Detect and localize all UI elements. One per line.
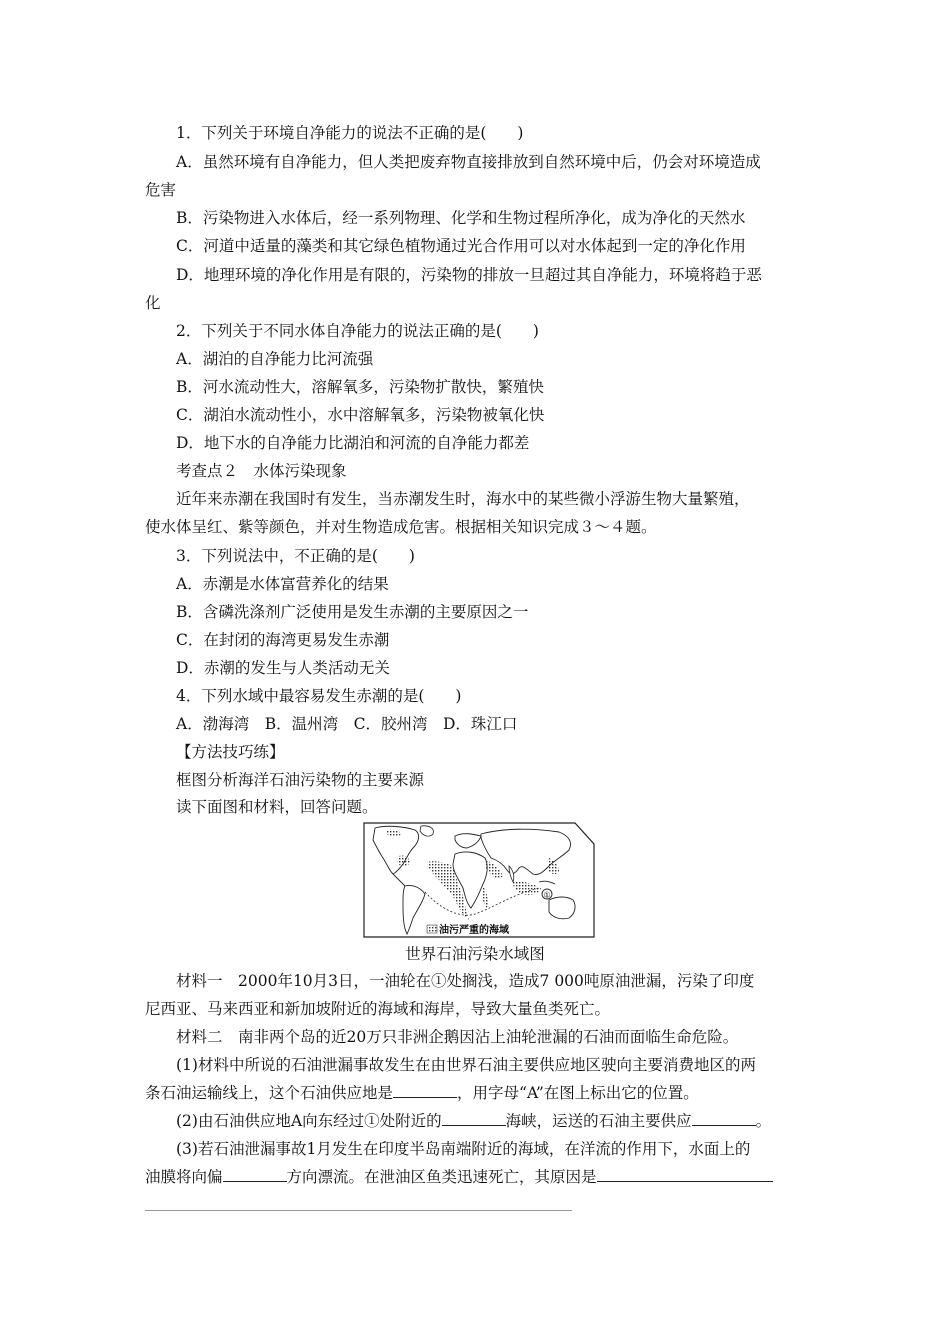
q4-stem: 4．下列水域中最容易发生赤潮的是( ) [176, 687, 462, 705]
q3-option-d: D．赤潮的发生与人类活动无关 [176, 659, 390, 677]
sub1-text-b: ，用字母“A”在图上标出它的位置。 [457, 1084, 699, 1102]
q3-option-c: C．在封闭的海湾更易发生赤潮 [176, 631, 390, 649]
answer-line-continuation[interactable] [145, 1210, 572, 1211]
q3-option-b: B．含磷洗涤剂广泛使用是发生赤潮的主要原因之一 [176, 603, 529, 621]
sub1-text-a: 条石油运输线上，这个石油供应地是 [145, 1084, 394, 1102]
material2: 材料二 南非两个岛的近20万只非洲企鹅因沾上油轮泄漏的石油而面临生命危险。 [176, 1028, 739, 1046]
sub3-text-a: 油膜将向偏 [145, 1168, 223, 1186]
q2-option-d: D．地下水的自净能力比湖泊和河流的自净能力都差 [176, 434, 530, 452]
intro-line-1: 近年来赤潮在我国时有发生，当赤潮发生时，海水中的某些微小浮游生物大量繁殖， [176, 490, 750, 508]
answer-blank-4[interactable] [223, 1167, 287, 1182]
q1-option-d-cont: 化 [145, 294, 161, 312]
method-instruction: 读下面图和材料，回答问题。 [176, 798, 378, 816]
sub3-text-b: 方向漂流。在泄油区鱼类迅速死亡，其原因是 [286, 1168, 597, 1186]
sub2-text-b: 海峡，运送的石油主要供应 [505, 1112, 692, 1130]
method-title: 框图分析海洋石油污染物的主要来源 [176, 771, 425, 789]
answer-blank-5[interactable] [597, 1167, 773, 1182]
q1-option-a-cont: 危害 [145, 181, 177, 199]
sub1-line-2 [145, 1083, 699, 1103]
q2-option-b: B．河水流动性大，溶解氧多，污染物扩散快，繁殖快 [176, 378, 544, 396]
sub2-text-c: 。 [755, 1112, 772, 1130]
q1-option-c: C．河道中适量的藻类和其它绿色植物通过光合作用可以对水体起到一定的净化作用 [176, 237, 746, 255]
map-caption: 世界石油污染水域图 [405, 945, 545, 963]
section-heading: 考查点２ 水体污染现象 [176, 462, 347, 480]
q3-stem: 3．下列说法中，不正确的是( ) [176, 547, 415, 565]
world-oil-pollution-map [363, 822, 595, 938]
sub3-line-1: (3)若石油泄漏事故1月发生在印度半岛南端附近的海域，在洋流的作用下，水面上的 [176, 1140, 751, 1158]
answer-blank-1[interactable] [393, 1083, 457, 1098]
sub1-line-1: (1)材料中所说的石油泄漏事故发生在由世界石油主要供应地区驶向主要消费地区的两 [176, 1056, 756, 1074]
q2-option-c: C．湖泊水流动性小，水中溶解氧多，污染物被氧化快 [176, 406, 545, 424]
legend-label: 油污严重的海域 [439, 925, 509, 936]
q4-options: A．渤海湾 B．温州湾 C．胶州湾 D．珠江口 [176, 715, 518, 733]
q1-stem: 1．下列关于环境自净能力的说法不正确的是( ) [176, 124, 524, 142]
q2-stem: 2．下列关于不同水体自净能力的说法正确的是( ) [176, 322, 539, 340]
answer-blank-2[interactable] [442, 1111, 506, 1126]
answer-blank-3[interactable] [692, 1111, 756, 1126]
intro-line-2: 使水体呈红、紫等颜色，并对生物造成危害。根据相关知识完成３～４题。 [145, 518, 657, 536]
sub2-text-a: (2)由石油供应地A向东经过①处附近的 [176, 1112, 442, 1130]
material1-line-1: 材料一 2000年10月3日，一油轮在①处搁浅，造成7 000吨原油泄漏，污染了印度 [176, 972, 755, 990]
sub2-line [176, 1111, 771, 1131]
q2-option-a: A．湖泊的自净能力比河流强 [176, 350, 374, 368]
q1-option-d: D．地理环境的净化作用是有限的，污染物的排放一旦超过其自净能力，环境将趋于恶 [176, 266, 762, 284]
q3-option-a: A．赤潮是水体富营养化的结果 [176, 575, 389, 593]
q1-option-b: B．污染物进入水体后，经一系列物理、化学和生物过程所净化，成为净化的天然水 [176, 209, 746, 227]
legend-swatch [427, 925, 437, 933]
marker-label: ① [543, 890, 551, 900]
q1-option-a: A．虽然环境有自净能力，但人类把废弃物直接排放到自然环境中后，仍会对环境造成 [176, 153, 761, 171]
material1-line-2: 尼西亚、马来西亚和新加坡附近的海域和海岸，导致大量鱼类死亡。 [145, 1000, 611, 1018]
sub3-line-2 [145, 1167, 773, 1187]
method-heading: 【方法技巧练】 [176, 743, 285, 761]
